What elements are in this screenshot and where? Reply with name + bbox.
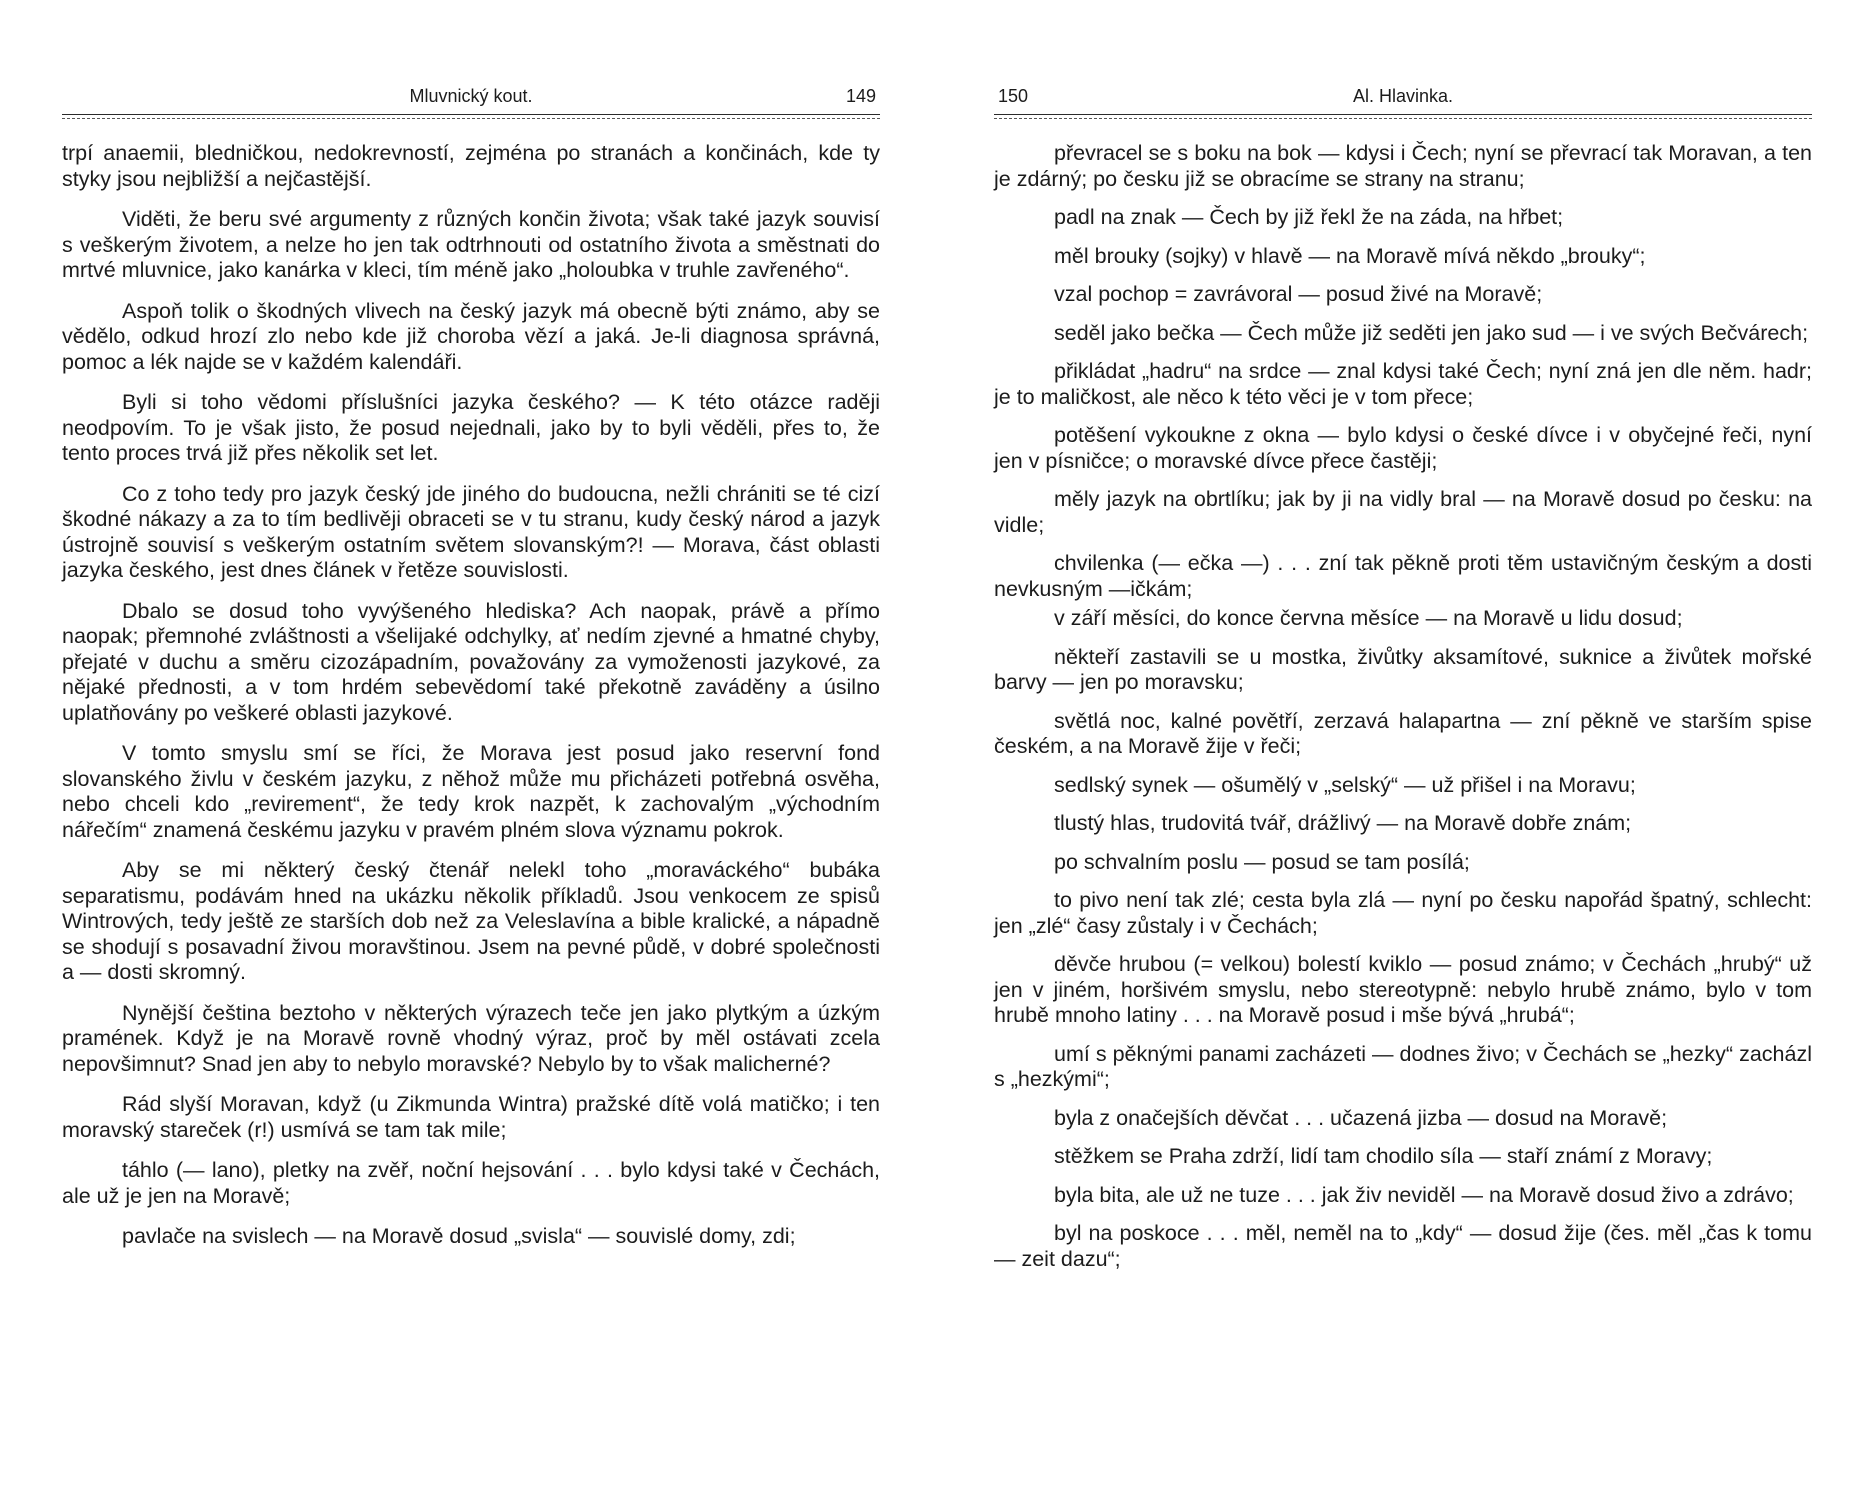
page-body: [62, 141, 880, 1250]
paragraph: v září měsíci, do konce června měsíce — na Moravě u lidu dosud;: [1054, 606, 1683, 630]
paragraph: tlustý hlas, trudovitá tvář, drážlivý — na Moravě dobře znám;: [1054, 811, 1632, 835]
paragraph: to pivo není tak zlé; cesta byla zlá — nyní po česku napořád špatný, schlecht: jen „zlé“ časy zůstaly i v Čechách;: [994, 888, 1812, 938]
left-page: [62, 82, 880, 1482]
paragraph: Aby se mi některý český čtenář nelekl toho „moraváckého“ bubáka separatismu, podávám hned na ukázku několik příkladů. Jsou venkocem ze spisů Wintrových, tedy ještě ze starších dob než za Veleslavína a bible kralické, a nápadně se shodují s posavadní živou moravštinou. Jsem na pevné půdě, v dobré společnosti a — dosti skromný.: [62, 858, 880, 984]
paragraph: Aspoň tolik o škodných vlivech na český jazyk má obecně býti známo, aby se vědělo, odkud hrozí zlo nebo kde již choroba vězí a jaká. Je-li diagnosa správná, pomoc a lék najde se v každém kalendáři.: [62, 298, 880, 374]
paragraph: po schvalním poslu — posud se tam posílá;: [1054, 849, 1470, 874]
paragraph: Byli si toho vědomi příslušníci jazyka českého? — K této otázce raději neodpovím. To je však jisto, že posud nejednali, jako by to byli věděli, přes to, že tento proces trvá již přes několik set let.: [62, 390, 880, 465]
paragraph: Dbalo se dosud toho vyvýšeného hlediska? Ach naopak, právě a přímo naopak; přemnohé zvláštnosti a všelijaké odchylky, ať nedím zjevné a hmatné chyby, přejaté v duchu a směru cizozápadním, považovány za vymoženosti jazykové, za nějaké přednosti, a v tom hrdém sebevědomí také překotně zaváděny a úsilno uplatňovány po veškeré oblasti jazykové.: [62, 598, 880, 725]
paragraph: Rád slyší Moravan, když (u Zikmunda Wintra) pražské dítě volá matičko; i ten moravský stareček (r!) usmívá se tam tak mile;: [62, 1092, 880, 1142]
paragraph: Viděti, že beru své argumenty z různých končin života; však také jazyk souvisí s veškerým životem, a nelze ho jen tak odtrhnouti od ostatního života a směstnati do mrtvé mluvnice, jako kanárka v kleci, tím méně jako „holoubka v truhle zavřeného“.: [62, 207, 880, 282]
paragraph: umí s pěknými panami zacházeti — dodnes živo; v Čechách se „hezky“ zacházl s „hezkými“;: [994, 1041, 1812, 1091]
paragraph: padl na znak — Čech by již řekl že na záda, na hřbet;: [1054, 205, 1564, 229]
paragraph: pavlače na svislech — na Moravě dosud „svisla“ — souvislé domy, zdi;: [122, 1224, 796, 1248]
header-rule: [62, 114, 880, 115]
paragraph: přikládat „hadru“ na srdce — znal kdysi také Čech; nyní zná jen dle něm. hadr; je to maličkost, ale něco k této věci je v tom přece;: [994, 359, 1812, 409]
header-rule-dashed: [994, 118, 1812, 119]
right-page: [994, 82, 1812, 1482]
page-number: 150: [998, 86, 1029, 106]
running-title: Al. Hlavinka.: [1352, 86, 1454, 106]
paragraph: byl na poskoce . . . měl, neměl na to „kdy“ — dosud žije (čes. měl „čas k tomu — zeit dazu“;: [994, 1221, 1812, 1271]
paragraph: měl brouky (sojky) v hlavě — na Moravě mívá někdo „brouky“;: [1054, 243, 1646, 268]
page-header: [994, 82, 1812, 110]
paragraph: světlá noc, kalné povětří, zerzavá halapartna — zní pěkně ve starším spise českém, a na Moravě žije v řeči;: [994, 708, 1812, 758]
paragraph: děvče hrubou (= velkou) bolestí kviklo — posud známo; v Čechách „hrubý“ už jen v jiném, horšivém smyslu, nebo stereotypně: nebylo hrubě známo, bylo v tom hrubě mnoho latiny . . . na Moravě posud i mše bývá „hrubá“;: [994, 952, 1812, 1027]
header-rule-dashed: [62, 118, 880, 119]
paragraph: byla bita, ale už ne tuze . . . jak živ neviděl — na Moravě dosud živo a zdrávo;: [1054, 1182, 1794, 1207]
page-body: [994, 141, 1812, 1272]
paragraph: Nynější čeština beztoho v některých výrazech teče jen jako plytkým a úzkým pramének. Když je na Moravě rovně vhodný výraz, proč by měl ostávati zcela nepovšimnut? Snad jen aby to nebylo moravské? Nebylo by to však malicherné?: [62, 1000, 880, 1076]
paragraph: Co z toho tedy pro jazyk český jde jiného do budoucna, nežli chrániti se té cizí škodné nákazy a za to tím bedlivěji obraceti se v tu stranu, kudy český národ a jazyk ústrojně souvisí s veškerým ostatním světem slovanským?! — Morava, část oblasti jazyka českého, jest dnes článek v řetěze souvislosti.: [62, 481, 880, 582]
paragraph: převracel se s boku na bok — kdysi i Čech; nyní se převrací tak Moravan, a ten je zdárný; po česku již se obracíme se strany na stranu;: [994, 141, 1812, 191]
paragraph: sedlský synek — ošumělý v „selský“ — už přišel i na Moravu;: [1054, 772, 1636, 797]
paragraph: trpí anaemii, bledničkou, nedokrevností, zejména po stranách a končinách, kde ty styky jsou nejbližší a nejčastější.: [62, 141, 880, 191]
paragraph: seděl jako bečka — Čech může již seděti jen jako sud — i ve svých Bečvárech;: [1054, 320, 1809, 345]
paragraph: stěžkem se Praha zdrží, lidí tam chodilo síla — staří známí z Moravy;: [1054, 1144, 1713, 1168]
paragraph: vzal pochop = zavrávoral — posud živé na Moravě;: [1054, 282, 1543, 306]
header-rule: [994, 114, 1812, 115]
page-number: 149: [845, 86, 876, 106]
running-title: Mluvnický kout.: [409, 86, 533, 106]
paragraph: chvilenka (— ečka —) . . . zní tak pěkně proti těm ustavičným českým a dosti nevkusným —ičkám;: [994, 551, 1812, 601]
paragraph: táhlo (— lano), pletky na zvěř, noční hejsování . . . bylo kdysi také v Čechách, ale už je jen na Moravě;: [62, 1158, 880, 1208]
paragraph: někteří zastavili se u mostka, živůtky aksamítové, suknice a živůtek mořské barvy — jen po moravsku;: [994, 644, 1812, 694]
paragraph: potěšení vykoukne z okna — bylo kdysi o české dívce i v obyčejné řeči, nyní jen v písničce; o moravské dívce přece častěji;: [994, 423, 1812, 473]
paragraph: byla z onačejších děvčat . . . učazená jizba — dosud na Moravě;: [1054, 1105, 1668, 1130]
paragraph: měly jazyk na obrtlíku; jak by ji na vidly bral — na Moravě dosud po česku: na vidle;: [994, 487, 1812, 537]
paragraph: V tomto smyslu smí se říci, že Morava jest posud jako reservní fond slovanského živlu v českém jazyku, z něhož může mu přicházeti potřebná osvěha, nebo chceli kdo „revirement“, že tedy krok nazpět, k zachovalým „východním nářečím“ znamená českému jazyku v pravém plném slova významu pokrok.: [62, 741, 880, 842]
page-header: [62, 82, 880, 110]
